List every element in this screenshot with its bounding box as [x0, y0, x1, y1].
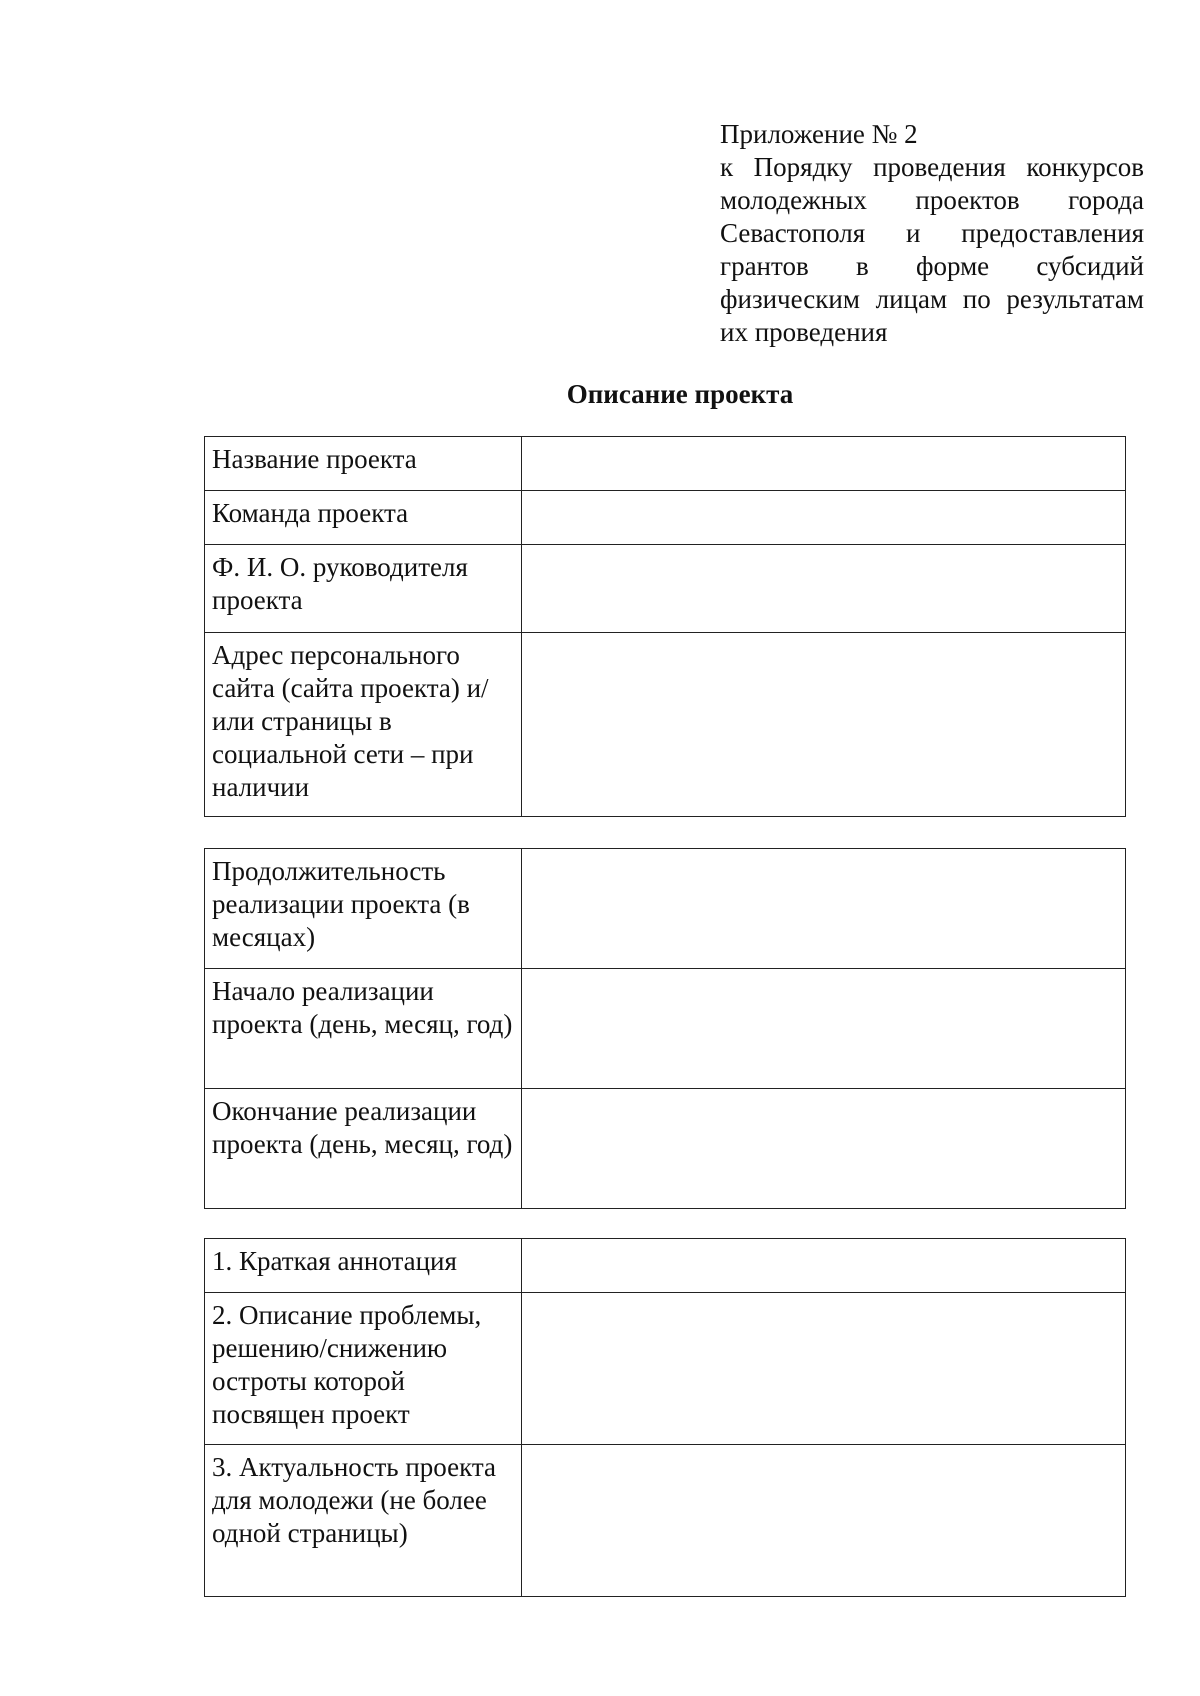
table-row	[205, 545, 1126, 633]
value-cell-project-leader[interactable]	[522, 545, 1126, 633]
table-row	[205, 849, 1126, 969]
table-row	[205, 1293, 1126, 1445]
value-cell-project-name[interactable]	[522, 437, 1126, 491]
row-label: Окончание реализации проекта (день, месяц, год)	[205, 1089, 522, 1209]
row-label: 2. Описание проблемы, решению/снижению остроты которой посвящен проект	[205, 1293, 522, 1445]
row-label: Адрес персонального сайта (сайта проекта) и/или страницы в социальной сети – при наличии	[205, 633, 522, 817]
project-schedule-table	[204, 848, 1126, 1209]
value-cell-duration[interactable]	[522, 849, 1126, 969]
appendix-line: Севастополя и предоставления	[720, 218, 1144, 248]
value-cell-problem[interactable]	[522, 1293, 1126, 1445]
value-cell-project-team[interactable]	[522, 491, 1126, 545]
appendix-line: грантов в форме субсидий	[720, 251, 1144, 281]
row-label: Команда проекта	[205, 491, 522, 545]
row-label: 3. Актуальность проекта для молодежи (не более одной страницы)	[205, 1445, 522, 1597]
table-row	[205, 491, 1126, 545]
appendix-line: физическим лицам по результатам	[720, 284, 1144, 314]
appendix-header	[720, 118, 1144, 349]
value-cell-relevance[interactable]	[522, 1445, 1126, 1597]
appendix-line: к Порядку проведения конкурсов	[720, 152, 1144, 182]
row-label: Продолжительность реализации проекта (в месяцах)	[205, 849, 522, 969]
appendix-title: Приложение № 2	[720, 119, 918, 149]
table-row	[205, 1239, 1126, 1293]
table-row	[205, 969, 1126, 1089]
value-cell-start-date[interactable]	[522, 969, 1126, 1089]
appendix-line: молодежных проектов города	[720, 185, 1144, 215]
row-label: 1. Краткая аннотация	[205, 1239, 522, 1293]
project-info-table	[204, 436, 1126, 817]
value-cell-annotation[interactable]	[522, 1239, 1126, 1293]
value-cell-end-date[interactable]	[522, 1089, 1126, 1209]
table-row	[205, 633, 1126, 817]
row-label: Название проекта	[205, 437, 522, 491]
table-row	[205, 437, 1126, 491]
row-label: Ф. И. О. руководителя проекта	[205, 545, 522, 633]
table-row	[205, 1089, 1126, 1209]
appendix-line: их проведения	[720, 317, 888, 347]
document-title: Описание проекта	[566, 379, 794, 409]
row-label: Начало реализации проекта (день, месяц, год)	[205, 969, 522, 1089]
table-row	[205, 1445, 1126, 1597]
project-description-table	[204, 1238, 1126, 1597]
value-cell-website[interactable]	[522, 633, 1126, 817]
